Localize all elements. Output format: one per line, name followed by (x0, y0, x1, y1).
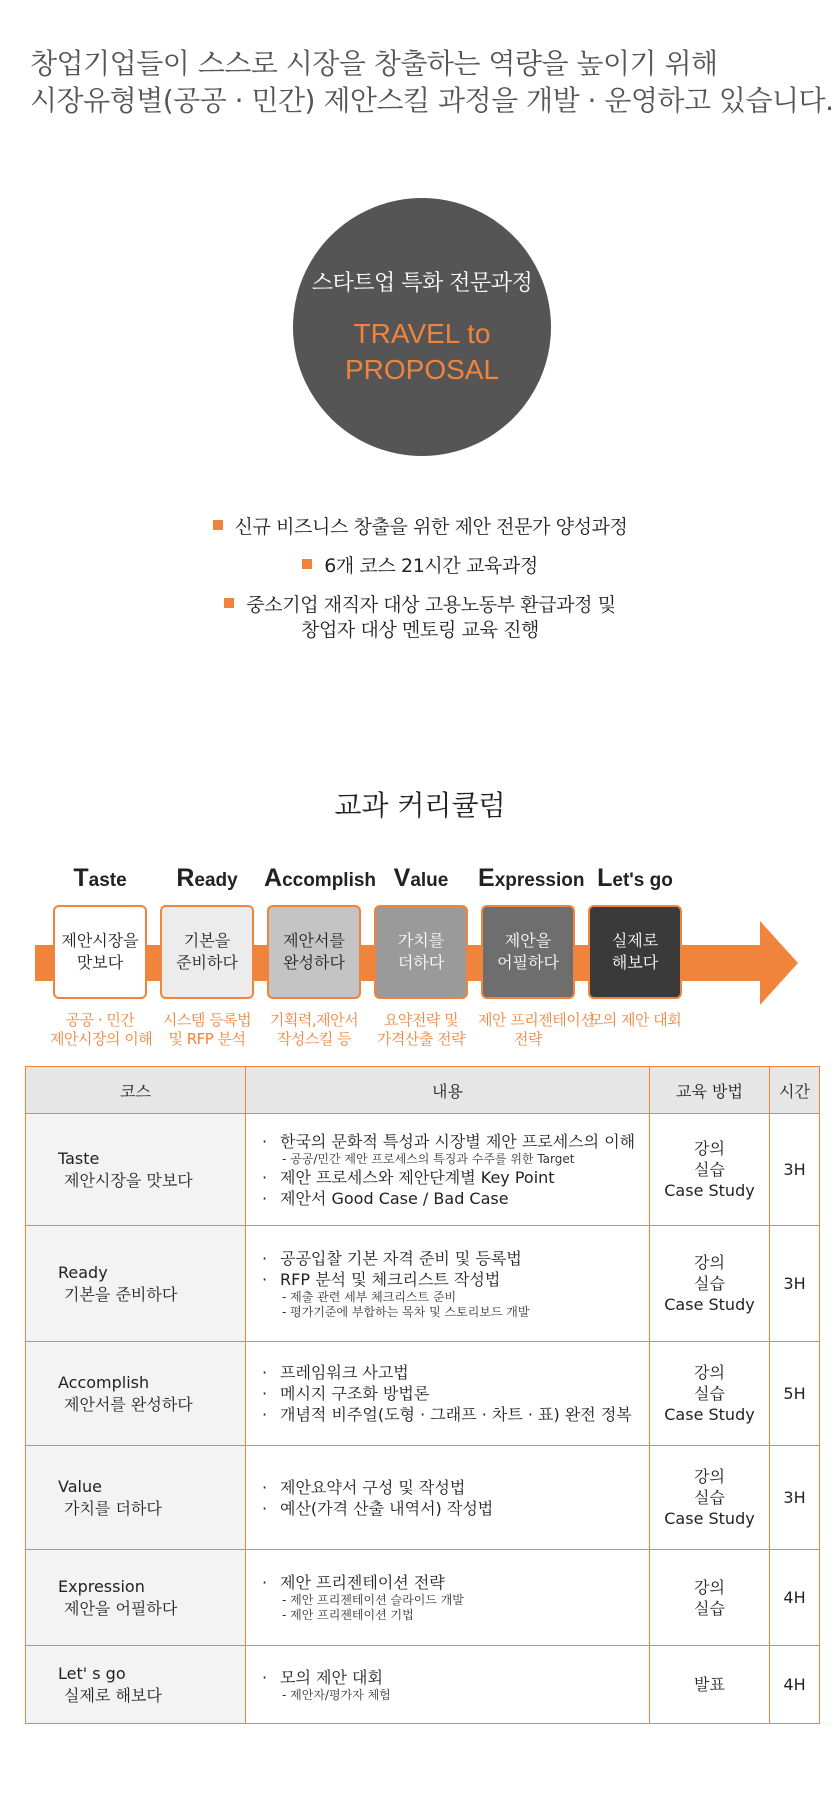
content-item: · 제안요약서 구성 및 작성법 (262, 1477, 466, 1497)
content-item: · 프레임워크 사고법 (262, 1363, 409, 1382)
content-subitem: - 공공/민간 제안 프로세스의 특징과 수주를 위한 Target (282, 1151, 575, 1166)
course-cell (26, 1646, 246, 1724)
method-line: 실습 (694, 1160, 725, 1179)
square-bullet-icon (213, 520, 223, 530)
table-row (26, 1226, 820, 1342)
table-row (26, 1342, 820, 1446)
content-item: · 메시지 구조화 방법론 (262, 1384, 430, 1403)
method-cell (649, 1226, 769, 1342)
step-box-line-2: 해보다 (611, 953, 659, 972)
method-line: Case Study (664, 1181, 755, 1200)
step-english-title (50, 865, 150, 891)
time-cell: 5H (770, 1342, 820, 1446)
content-item-text: 공공입찰 기본 자격 준비 및 등록법 (280, 1248, 522, 1268)
content-item: · 제안 프로세스와 제안단계별 Key Point (262, 1167, 555, 1187)
content-item: · 모의 제안 대회 (262, 1667, 383, 1687)
step-box-line-2: 준비하다 (176, 953, 238, 972)
step-description (478, 1011, 595, 1049)
method-cell (649, 1446, 769, 1550)
bullet-item (0, 593, 840, 643)
step-desc-line-2: 및 RFP 분석 (168, 1030, 246, 1048)
time-cell: 4H (770, 1646, 820, 1724)
method-line: Case Study (664, 1509, 755, 1528)
content-item: · 개념적 비주얼(도형 · 그래프 · 차트 · 표) 완전 정복 (262, 1405, 632, 1424)
curriculum-table (25, 1066, 820, 1724)
content-item-text: 프레임워크 사고법 (280, 1363, 409, 1382)
content-subitem: - 제안 프리젠테이션 기법 (282, 1608, 414, 1622)
method-line: 실습 (694, 1384, 725, 1403)
step-title-rest: ccomplish (282, 870, 377, 891)
table-row (26, 1646, 820, 1724)
method-line: 강의 (694, 1139, 725, 1158)
method-cell (649, 1342, 769, 1446)
feature-bullets (0, 515, 840, 657)
content-subitem: - 제안자/평가자 체험 (282, 1687, 391, 1702)
program-title (293, 316, 551, 388)
step-desc-line-2: 전략 (514, 1030, 542, 1048)
header-method: 교육 방법 (649, 1067, 769, 1114)
step-box-line-2: 맛보다 (76, 953, 124, 972)
step-desc-line-1: 모의 제안 대회 (588, 1011, 682, 1029)
step-initial: A (264, 864, 283, 892)
content-item-text: 제안요약서 구성 및 작성법 (280, 1477, 466, 1497)
program-circle (293, 198, 551, 456)
step-title-rest: alue (410, 870, 449, 891)
square-bullet-icon (302, 559, 312, 569)
table-row (26, 1446, 820, 1550)
content-item: · 예산(가격 산출 내역서) 작성법 (262, 1498, 494, 1518)
step-title-rest: et's go (612, 870, 673, 891)
method-cell (649, 1114, 769, 1226)
course-english: Ready (58, 1262, 108, 1282)
curriculum-steps (35, 864, 815, 1048)
step-box (481, 905, 575, 999)
bullet-text-line-2: 창업자 대상 멘토링 교육 진행 (300, 619, 539, 641)
step-english-title (157, 865, 257, 891)
content-subitem: - 제안 프리젠테이션 슬라이드 개발 (282, 1593, 464, 1607)
method-cell (649, 1646, 769, 1724)
content-item-text: 모의 제안 대회 (280, 1667, 383, 1687)
course-korean: 제안서를 완성하다 (64, 1394, 193, 1414)
content-item-text: 예산(가격 산출 내역서) 작성법 (280, 1498, 494, 1518)
course-cell (26, 1226, 246, 1342)
bullet-item (0, 515, 840, 540)
step-description (157, 1011, 257, 1049)
content-item: · 한국의 문화적 특성과 시장별 제안 프로세스의 이해 (262, 1131, 636, 1151)
step-desc-line-1: 공공 · 민간 (65, 1011, 135, 1029)
curriculum-step (478, 864, 595, 1049)
step-english-title (371, 865, 471, 891)
step-desc-line-2: 제안시장의 이해 (50, 1030, 153, 1048)
arrow-right-icon (760, 921, 798, 1005)
content-item-text: 한국의 문화적 특성과 시장별 제안 프로세스의 이해 (280, 1131, 636, 1151)
content-item-text: 제안 프로세스와 제안단계별 Key Point (280, 1167, 555, 1187)
content-subitem: - 평가기준에 부합하는 목차 및 스토리보드 개발 (282, 1304, 530, 1319)
course-cell (26, 1114, 246, 1226)
step-box-line-1: 기본을 (183, 931, 231, 950)
course-english: Let' s go (58, 1663, 126, 1683)
course-english: Accomplish (58, 1372, 150, 1392)
course-korean: 실제로 해보다 (64, 1685, 162, 1705)
step-box-line-2: 더하다 (397, 953, 445, 972)
step-desc-line-1: 기획력,제안서 (269, 1011, 359, 1029)
course-english: Expression (58, 1576, 145, 1596)
content-item-text: 제안 프리젠테이션 전략 (280, 1573, 445, 1592)
course-english: Taste (58, 1148, 100, 1168)
step-box-line-2: 완성하다 (283, 953, 345, 972)
curriculum-step (371, 865, 471, 1049)
method-line: 실습 (694, 1488, 725, 1507)
method-line: 강의 (694, 1467, 725, 1486)
step-english-title (585, 865, 685, 891)
content-item-text: 제안서 Good Case / Bad Case (280, 1188, 509, 1208)
step-english-title (264, 864, 377, 892)
step-title-rest: eady (194, 870, 238, 891)
content-cell (246, 1114, 650, 1226)
step-desc-line-1: 시스템 등록법 (162, 1011, 252, 1029)
curriculum-step (585, 865, 685, 1030)
bullet-text: 6개 코스 21시간 교육과정 (324, 555, 538, 577)
curriculum-step (50, 864, 153, 1049)
step-description (585, 1011, 685, 1030)
curriculum-step (264, 864, 377, 1049)
method-line: Case Study (664, 1405, 755, 1424)
content-cell (246, 1550, 650, 1646)
step-box (267, 905, 361, 999)
content-cell (246, 1446, 650, 1550)
step-box-line-1: 제안서를 (283, 931, 345, 950)
step-box-line-1: 제안을 (504, 931, 552, 950)
content-cell (246, 1342, 650, 1446)
course-cell (26, 1446, 246, 1550)
course-korean: 제안을 어필하다 (64, 1598, 178, 1618)
content-cell (246, 1646, 650, 1724)
content-item: · 공공입찰 기본 자격 준비 및 등록법 (262, 1248, 522, 1268)
intro-line-2: 시장유형별(공공 · 민간) 제안스킬 과정을 개발 · 운영하고 있습니다. (30, 84, 834, 117)
step-initial: E (478, 864, 495, 892)
intro-line-1: 창업기업들이 스스로 시장을 창출하는 역량을 높이기 위해 (30, 47, 718, 80)
course-korean: 가치를 더하다 (64, 1498, 162, 1518)
step-desc-line-1: 제안 프리젠테이션 (478, 1011, 595, 1029)
course-english: Value (58, 1476, 102, 1496)
step-title-rest: xpression (494, 870, 585, 891)
method-line: 강의 (694, 1577, 725, 1597)
content-cell (246, 1226, 650, 1342)
time-cell: 4H (770, 1550, 820, 1646)
step-initial: V (393, 864, 411, 892)
square-bullet-icon (224, 598, 234, 608)
step-initial: T (73, 864, 89, 892)
step-box-line-2: 어필하다 (497, 953, 559, 972)
step-box-line-1: 제안시장을 (61, 931, 139, 950)
step-initial: R (176, 864, 195, 892)
content-item-text: 메시지 구조화 방법론 (280, 1384, 430, 1403)
step-box-line-1: 실제로 (611, 931, 659, 950)
step-english-title (478, 864, 585, 892)
header-course: 코스 (26, 1067, 246, 1114)
method-line: 실습 (694, 1598, 725, 1618)
course-korean: 기본을 준비하다 (64, 1284, 178, 1304)
step-desc-line-1: 요약전략 및 (383, 1011, 459, 1029)
table-row (26, 1550, 820, 1646)
course-cell (26, 1342, 246, 1446)
method-line: 강의 (694, 1363, 725, 1382)
program-subtitle: 스타트업 특화 전문과정 (311, 271, 533, 296)
content-subitem: - 제출 관련 세부 체크리스트 준비 (282, 1289, 457, 1304)
method-cell (649, 1550, 769, 1646)
method-line: 실습 (694, 1274, 725, 1293)
bullet-text: 신규 비즈니스 창출을 위한 제안 전문가 양성과정 (234, 516, 628, 538)
table-header-row (26, 1067, 820, 1114)
program-title-line-2: PROPOSAL (344, 354, 500, 385)
intro-text (30, 45, 834, 119)
step-box (588, 905, 682, 999)
step-box (160, 905, 254, 999)
table-row (26, 1114, 820, 1226)
content-item: · 제안서 Good Case / Bad Case (262, 1188, 509, 1208)
time-cell: 3H (770, 1446, 820, 1550)
step-title-rest: aste (88, 870, 127, 891)
method-line: Case Study (664, 1295, 755, 1314)
step-box (374, 905, 468, 999)
content-item: · 제안 프리젠테이션 전략 (262, 1573, 445, 1592)
step-desc-line-2: 작성스킬 등 (276, 1030, 352, 1048)
method-line: 발표 (694, 1675, 725, 1694)
content-item: · RFP 분석 및 체크리스트 작성법 (262, 1269, 501, 1289)
content-item-text: RFP 분석 및 체크리스트 작성법 (280, 1269, 501, 1289)
content-item-text: 개념적 비주얼(도형 · 그래프 · 차트 · 표) 완전 정복 (280, 1405, 632, 1424)
header-time: 시간 (770, 1067, 820, 1114)
step-box (53, 905, 147, 999)
bullet-text: 중소기업 재직자 대상 고용노동부 환급과정 및 (246, 594, 616, 616)
course-cell (26, 1550, 246, 1646)
step-desc-line-2: 가격산출 전략 (376, 1030, 466, 1048)
course-korean: 제안시장을 맛보다 (64, 1170, 193, 1190)
time-cell: 3H (770, 1114, 820, 1226)
step-description (50, 1011, 153, 1049)
time-cell: 3H (770, 1226, 820, 1342)
curriculum-title: 교과 커리큘럼 (334, 789, 506, 822)
bullet-item (0, 554, 840, 579)
method-line: 강의 (694, 1253, 725, 1272)
step-description (371, 1011, 471, 1049)
step-box-line-1: 가치를 (397, 931, 445, 950)
program-title-line-1: TRAVEL to (353, 318, 491, 349)
step-description (264, 1011, 364, 1049)
curriculum-step (157, 865, 257, 1049)
step-initial: L (597, 864, 613, 892)
header-content: 내용 (246, 1067, 650, 1114)
